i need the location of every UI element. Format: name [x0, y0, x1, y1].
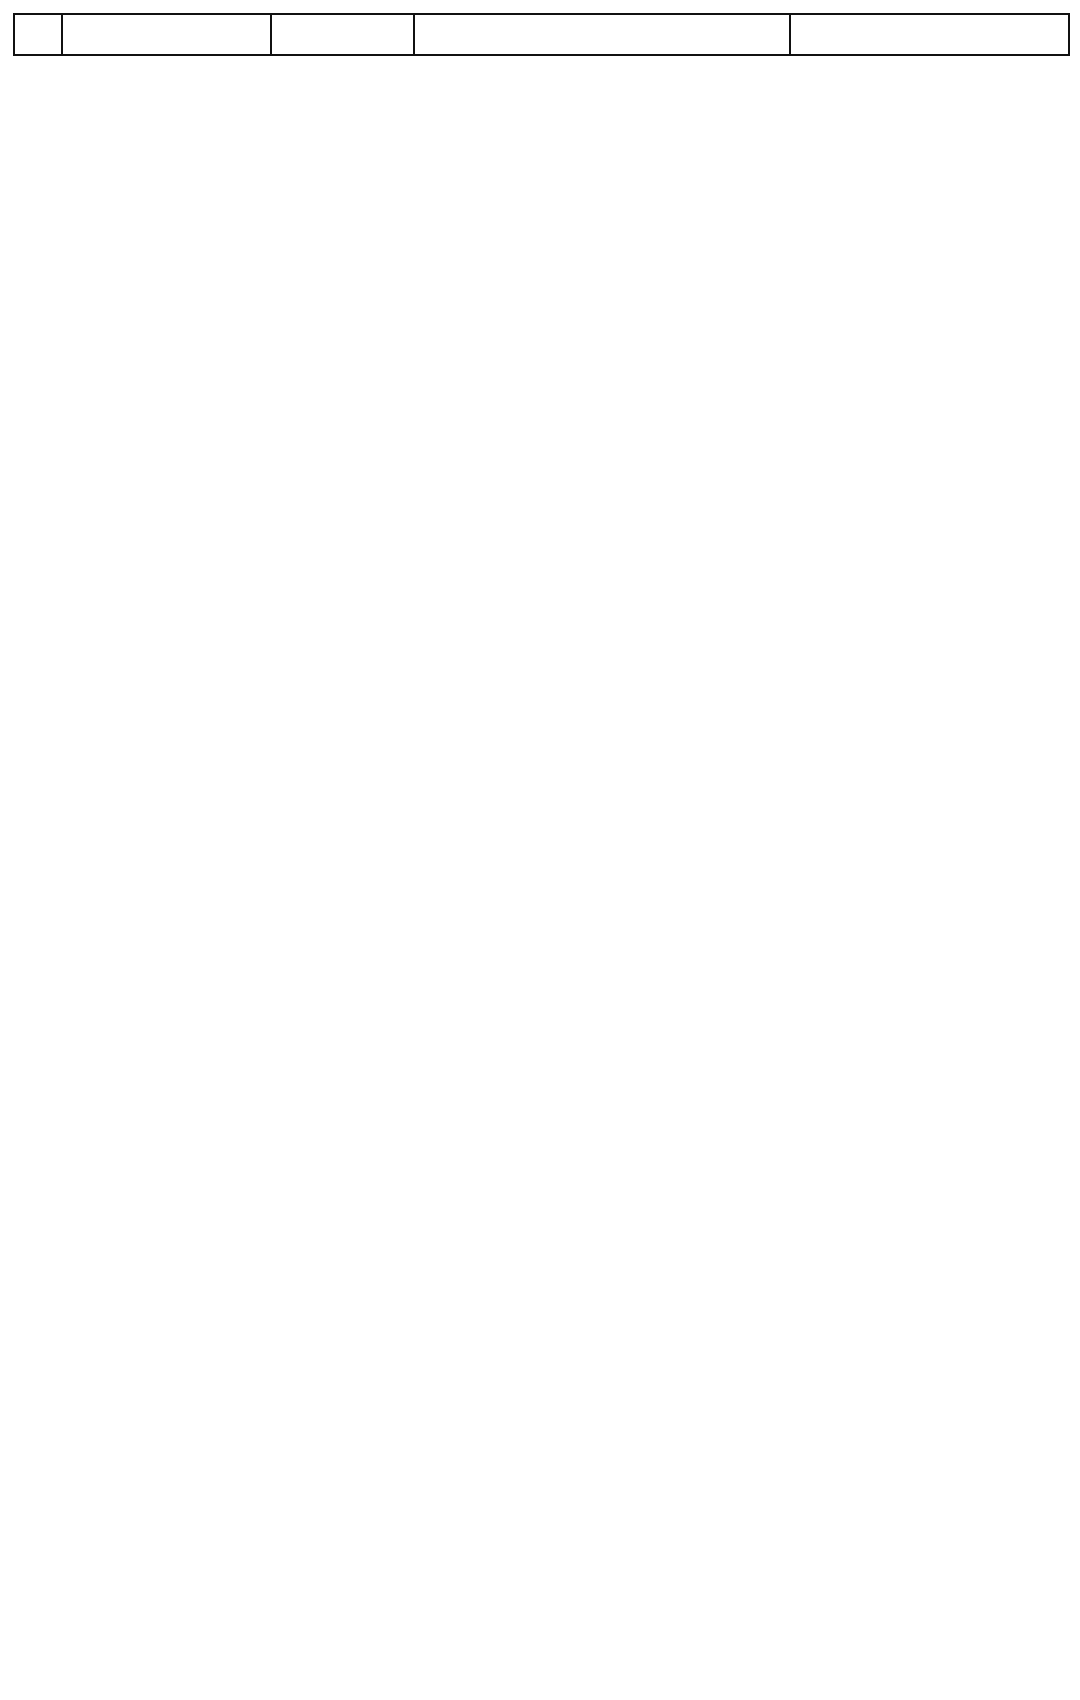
header-requirements [790, 14, 1069, 55]
header-row [14, 14, 1069, 55]
header-count [271, 14, 414, 55]
header-major [414, 14, 790, 55]
recruitment-table [13, 13, 1070, 56]
recruitment-table-page [13, 13, 1068, 1687]
header-no [14, 14, 62, 55]
header-position [62, 14, 271, 55]
